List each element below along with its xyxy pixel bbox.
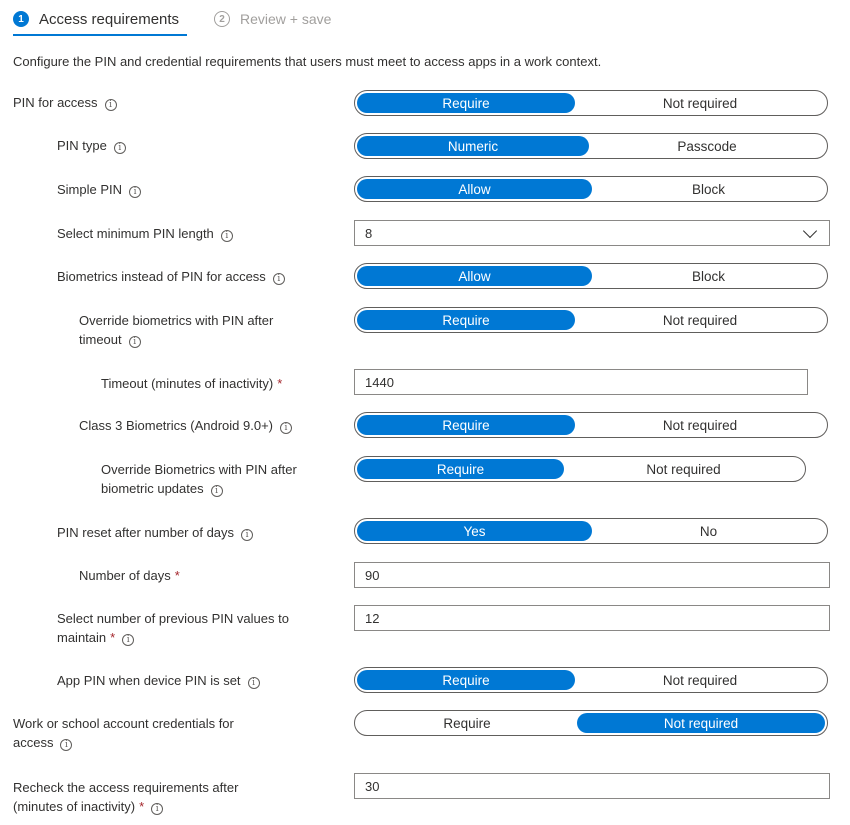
option-block[interactable]: Block — [691, 181, 725, 197]
label-text: Timeout (minutes of inactivity) — [101, 376, 274, 391]
pin-reset-toggle[interactable] — [354, 518, 828, 544]
work-credentials-toggle[interactable] — [354, 710, 828, 736]
label-text: Select minimum PIN length — [57, 226, 214, 241]
option-not-required[interactable]: Not required — [662, 417, 738, 433]
page-description: Configure the PIN and credential requirements that users must meet to access apps in a work context. — [13, 54, 602, 69]
info-icon[interactable]: i — [60, 739, 72, 751]
info-icon[interactable]: i — [129, 186, 141, 198]
class3-biometrics-toggle[interactable] — [354, 412, 828, 438]
label-text: PIN type — [57, 138, 107, 153]
info-icon[interactable]: i — [129, 336, 141, 348]
info-icon[interactable]: i — [151, 803, 163, 815]
required-asterisk: * — [110, 630, 116, 645]
option-numeric[interactable]: Numeric — [357, 136, 589, 156]
option-require[interactable]: Require — [443, 715, 491, 731]
label-text: biometric updates — [101, 481, 204, 496]
option-require[interactable]: Require — [357, 310, 575, 330]
option-allow[interactable]: Allow — [357, 179, 592, 199]
number-of-days-input[interactable] — [354, 562, 830, 588]
label-text: App PIN when device PIN is set — [57, 673, 241, 688]
active-tab-indicator — [13, 34, 187, 36]
label-text: Simple PIN — [57, 182, 123, 197]
label-text: Biometrics instead of PIN for access — [57, 269, 266, 284]
info-icon[interactable]: i — [105, 99, 117, 111]
option-not-required[interactable]: Not required — [662, 672, 738, 688]
info-icon[interactable]: i — [122, 634, 134, 646]
biometrics-label — [57, 267, 285, 286]
chevron-down-icon — [803, 223, 817, 237]
tab-label: Access requirements — [39, 10, 180, 28]
option-yes[interactable]: Yes — [357, 521, 592, 541]
label-text: timeout — [79, 332, 122, 347]
label-text: PIN reset after number of days — [57, 525, 235, 540]
min-pin-length-label — [57, 224, 233, 243]
min-pin-length-dropdown[interactable] — [354, 220, 830, 246]
label-text: PIN for access — [13, 95, 98, 110]
info-icon[interactable]: i — [114, 142, 126, 154]
label-text: access — [13, 735, 54, 750]
simple-pin-toggle[interactable] — [354, 176, 828, 202]
option-not-required[interactable]: Not required — [646, 461, 721, 477]
label-text: Class 3 Biometrics (Android 9.0+) — [79, 418, 273, 433]
option-not-required[interactable]: Not required — [662, 312, 738, 328]
class3-biometrics-label — [79, 416, 292, 435]
recheck-input[interactable] — [354, 773, 830, 799]
tab-review-save[interactable] — [214, 7, 331, 31]
info-icon[interactable]: i — [221, 230, 233, 242]
step-number-2: 2 — [214, 11, 230, 27]
label-text: Override Biometrics with PIN after — [101, 462, 297, 477]
number-of-days-label — [79, 566, 180, 585]
pin-type-label — [57, 136, 126, 155]
label-text: maintain — [57, 630, 107, 645]
label-text: Override biometrics with PIN after — [79, 313, 274, 328]
info-icon[interactable]: i — [211, 485, 223, 497]
recheck-label — [13, 778, 238, 816]
override-biometrics-toggle[interactable] — [354, 307, 828, 333]
work-credentials-label — [13, 714, 234, 752]
previous-pins-label — [57, 609, 289, 647]
label-text: Work or school account credentials for — [13, 716, 234, 731]
option-not-required[interactable]: Not required — [662, 95, 738, 111]
option-not-required[interactable]: Not required — [577, 713, 825, 733]
option-allow[interactable]: Allow — [357, 266, 592, 286]
override-biometrics-label — [79, 311, 273, 349]
option-require[interactable]: Require — [357, 415, 575, 435]
label-text: Number of days — [79, 568, 171, 583]
previous-pins-input[interactable] — [354, 605, 830, 631]
pin-reset-label — [57, 523, 253, 542]
simple-pin-label — [57, 180, 141, 199]
info-icon[interactable]: i — [248, 677, 260, 689]
option-passcode[interactable]: Passcode — [677, 138, 737, 154]
step-number-1: 1 — [13, 11, 29, 27]
option-require[interactable]: Require — [357, 459, 564, 479]
option-require[interactable]: Require — [357, 670, 575, 690]
required-asterisk: * — [277, 376, 283, 391]
info-icon[interactable]: i — [241, 529, 253, 541]
info-icon[interactable]: i — [273, 273, 285, 285]
timeout-label — [101, 374, 282, 393]
app-pin-label — [57, 671, 260, 690]
tab-label: Review + save — [240, 11, 332, 27]
dropdown-value: 8 — [365, 225, 373, 241]
required-asterisk: * — [139, 799, 145, 814]
override-updates-label — [101, 460, 297, 498]
label-text: Select number of previous PIN values to — [57, 611, 289, 626]
info-icon[interactable]: i — [280, 422, 292, 434]
option-require[interactable]: Require — [357, 93, 575, 113]
required-asterisk: * — [174, 568, 180, 583]
pin-for-access-label — [13, 93, 117, 112]
label-text: Recheck the access requirements after — [13, 780, 239, 795]
pin-type-toggle[interactable] — [354, 133, 828, 159]
option-block[interactable]: Block — [691, 268, 725, 284]
biometrics-toggle[interactable] — [354, 263, 828, 289]
pin-for-access-toggle[interactable] — [354, 90, 828, 116]
app-pin-toggle[interactable] — [354, 667, 828, 693]
option-no[interactable]: No — [699, 523, 718, 539]
override-updates-toggle[interactable] — [354, 456, 806, 482]
label-text: (minutes of inactivity) — [13, 799, 136, 814]
tab-access-requirements[interactable] — [13, 7, 179, 31]
timeout-input[interactable] — [354, 369, 808, 395]
